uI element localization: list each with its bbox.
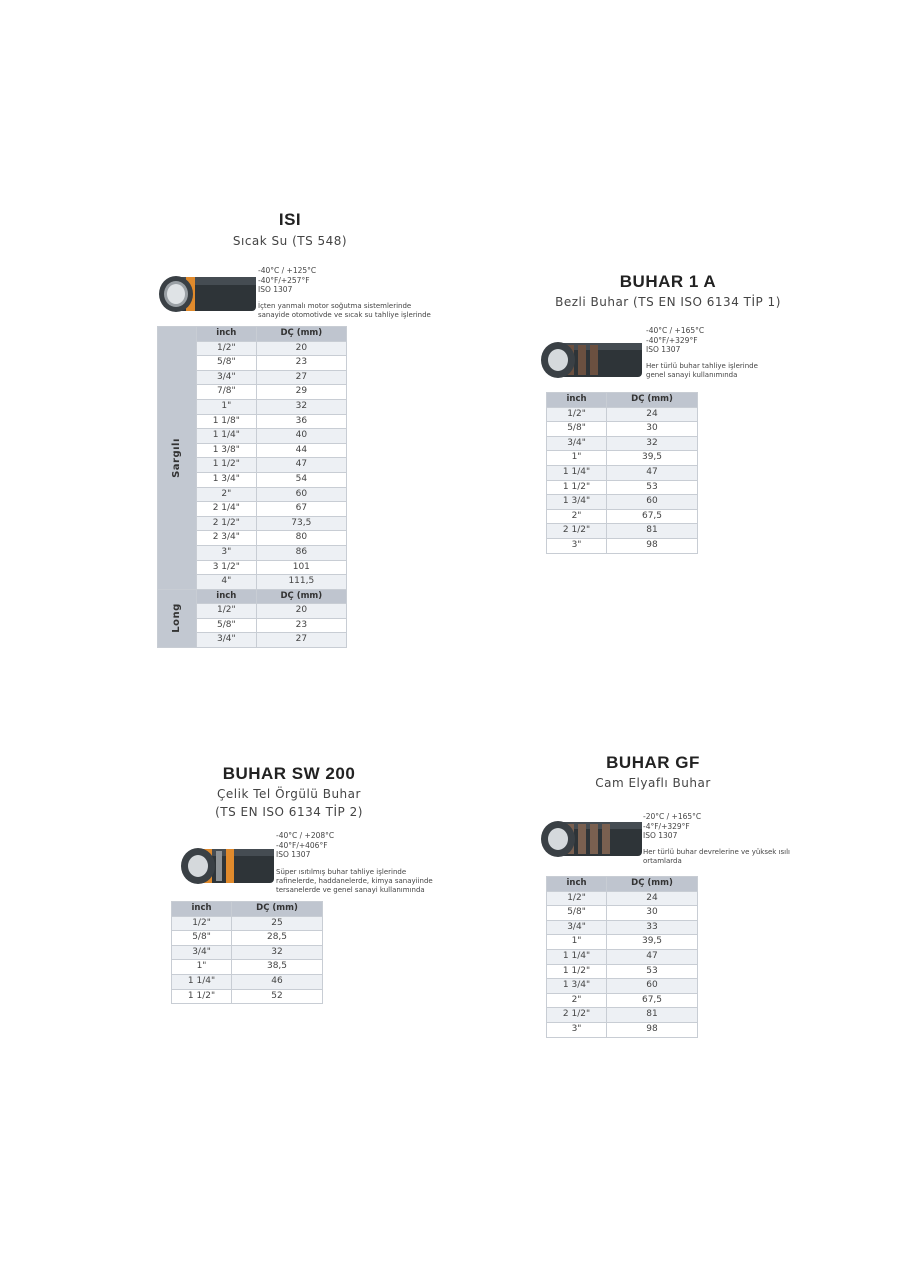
- table-row: 1 1/4" 47: [547, 465, 698, 480]
- table-row: 1/2" 20: [158, 604, 347, 619]
- table-row: 1 1/8" 36: [158, 414, 347, 429]
- sw200-header-dc: DÇ (mm): [232, 902, 323, 917]
- table-row: 1 3/4" 60: [547, 979, 698, 994]
- table-row: 3/4" 27: [158, 633, 347, 648]
- table-row: 1/2" 24: [547, 407, 698, 422]
- table-row: 3" 98: [547, 538, 698, 553]
- buhar1a-spec: -40°C / +165°C -40°F/+329°F ISO 1307: [646, 326, 705, 354]
- table-row: 2 1/2" 81: [547, 524, 698, 539]
- isi-group-label-sargili: Sargılı: [158, 327, 197, 590]
- table-row: 2 1/2" 73,5: [158, 516, 347, 531]
- table-row: 5/8" 28,5: [172, 931, 323, 946]
- table-row: 3/4" 32: [547, 436, 698, 451]
- gf-header-dc: DÇ (mm): [607, 877, 698, 892]
- sw200-spec: -40°C / +208°C -40°F/+406°F ISO 1307: [276, 831, 335, 859]
- table-row: 1 1/4" 40: [158, 429, 347, 444]
- table-row: 1 3/4" 60: [547, 495, 698, 510]
- buhar1a-header-inch: inch: [547, 393, 607, 408]
- table-row: 1/2" 24: [547, 891, 698, 906]
- table-row: 1 1/4" 46: [172, 974, 323, 989]
- table-row: 7/8" 29: [158, 385, 347, 400]
- isi-header-dc-long: DÇ (mm): [256, 589, 346, 604]
- gf-title: BUHAR GF: [606, 753, 700, 772]
- gf-header-inch: inch: [547, 877, 607, 892]
- sw200-table: [171, 901, 323, 1004]
- table-row: 2" 67,5: [547, 509, 698, 524]
- table-row: 2" 60: [158, 487, 347, 502]
- table-row: 1 1/2" 52: [172, 989, 323, 1004]
- table-row: 3/4" 27: [158, 370, 347, 385]
- table-row: 5/8" 30: [547, 906, 698, 921]
- table-row: 3" 98: [547, 1022, 698, 1037]
- gf-hose-image: [538, 816, 642, 862]
- gf-subtitle: Cam Elyaflı Buhar: [595, 776, 711, 790]
- gf-description: Her türlü buhar devrelerine ve yüksek ısılı ortamlarda: [643, 848, 790, 865]
- isi-subtitle: Sıcak Su (TS 548): [232, 234, 348, 248]
- buhar1a-subtitle: Bezli Buhar (TS EN ISO 6134 TİP 1): [555, 295, 781, 309]
- table-row: 2 1/2" 81: [547, 1008, 698, 1023]
- table-row: 1 1/2" 53: [547, 964, 698, 979]
- sw200-header-inch: inch: [172, 902, 232, 917]
- table-row: 3" 86: [158, 545, 347, 560]
- table-row: 2" 67,5: [547, 993, 698, 1008]
- table-row: 5/8" 23: [158, 356, 347, 371]
- table-row: 2 3/4" 80: [158, 531, 347, 546]
- buhar1a-title: BUHAR 1 A: [619, 272, 717, 291]
- table-row: 1 3/8" 44: [158, 443, 347, 458]
- table-row: 3 1/2" 101: [158, 560, 347, 575]
- gf-spec: -20°C / +165°C -4°F/+329°F ISO 1307: [643, 812, 702, 840]
- buhar1a-description: Her türlü buhar tahliye işlerinde genel sanayi kullanımında: [646, 362, 758, 379]
- isi-table: [157, 326, 347, 648]
- gf-table: [546, 876, 698, 1038]
- isi-description: İçten yanmalı motor soğutma sistemlerinde sanayide otomotivde ve sıcak su tahliye işlerinde: [258, 302, 431, 319]
- isi-spec: -40°C / +125°C -40°F/+257°F ISO 1307: [258, 266, 317, 294]
- isi-group-label-long: Long: [158, 589, 197, 647]
- table-row: 1 1/2" 47: [158, 458, 347, 473]
- table-row: 1" 32: [158, 399, 347, 414]
- table-row: 4" 111,5: [158, 575, 347, 590]
- sw200-description: Süper ısıtılmış buhar tahliye işlerinde rafinelerde, haddanelerde, kimya sanayiinde tersanelerde ve genel sanayi kullanımında: [276, 868, 433, 894]
- table-row: 5/8" 23: [158, 618, 347, 633]
- buhar1a-table: [546, 392, 698, 554]
- table-row: 1 3/4" 54: [158, 472, 347, 487]
- sw200-hose-image: [178, 843, 274, 889]
- table-row: 1" 38,5: [172, 960, 323, 975]
- table-row: 1/2" 20: [158, 341, 347, 356]
- isi-header-dc: DÇ (mm): [256, 327, 346, 342]
- table-row: 3/4" 32: [172, 945, 323, 960]
- table-row: 1/2" 25: [172, 916, 323, 931]
- isi-title: ISI: [278, 210, 302, 229]
- sw200-subtitle: Çelik Tel Örgülü Buhar (TS EN ISO 6134 TİP 2): [215, 787, 363, 819]
- table-row: 1 1/2" 53: [547, 480, 698, 495]
- table-row: 1" 39,5: [547, 451, 698, 466]
- sw200-title: BUHAR SW 200: [222, 764, 356, 783]
- buhar1a-header-dc: DÇ (mm): [607, 393, 698, 408]
- isi-hose-image: [156, 271, 256, 317]
- table-row: 1" 39,5: [547, 935, 698, 950]
- buhar1a-hose-image: [538, 337, 642, 383]
- table-row: 1 1/4" 47: [547, 949, 698, 964]
- table-row: 2 1/4" 67: [158, 502, 347, 517]
- table-row: 3/4" 33: [547, 920, 698, 935]
- table-row: 5/8" 30: [547, 422, 698, 437]
- isi-header-inch: inch: [197, 327, 257, 342]
- isi-header-inch-long: inch: [197, 589, 257, 604]
